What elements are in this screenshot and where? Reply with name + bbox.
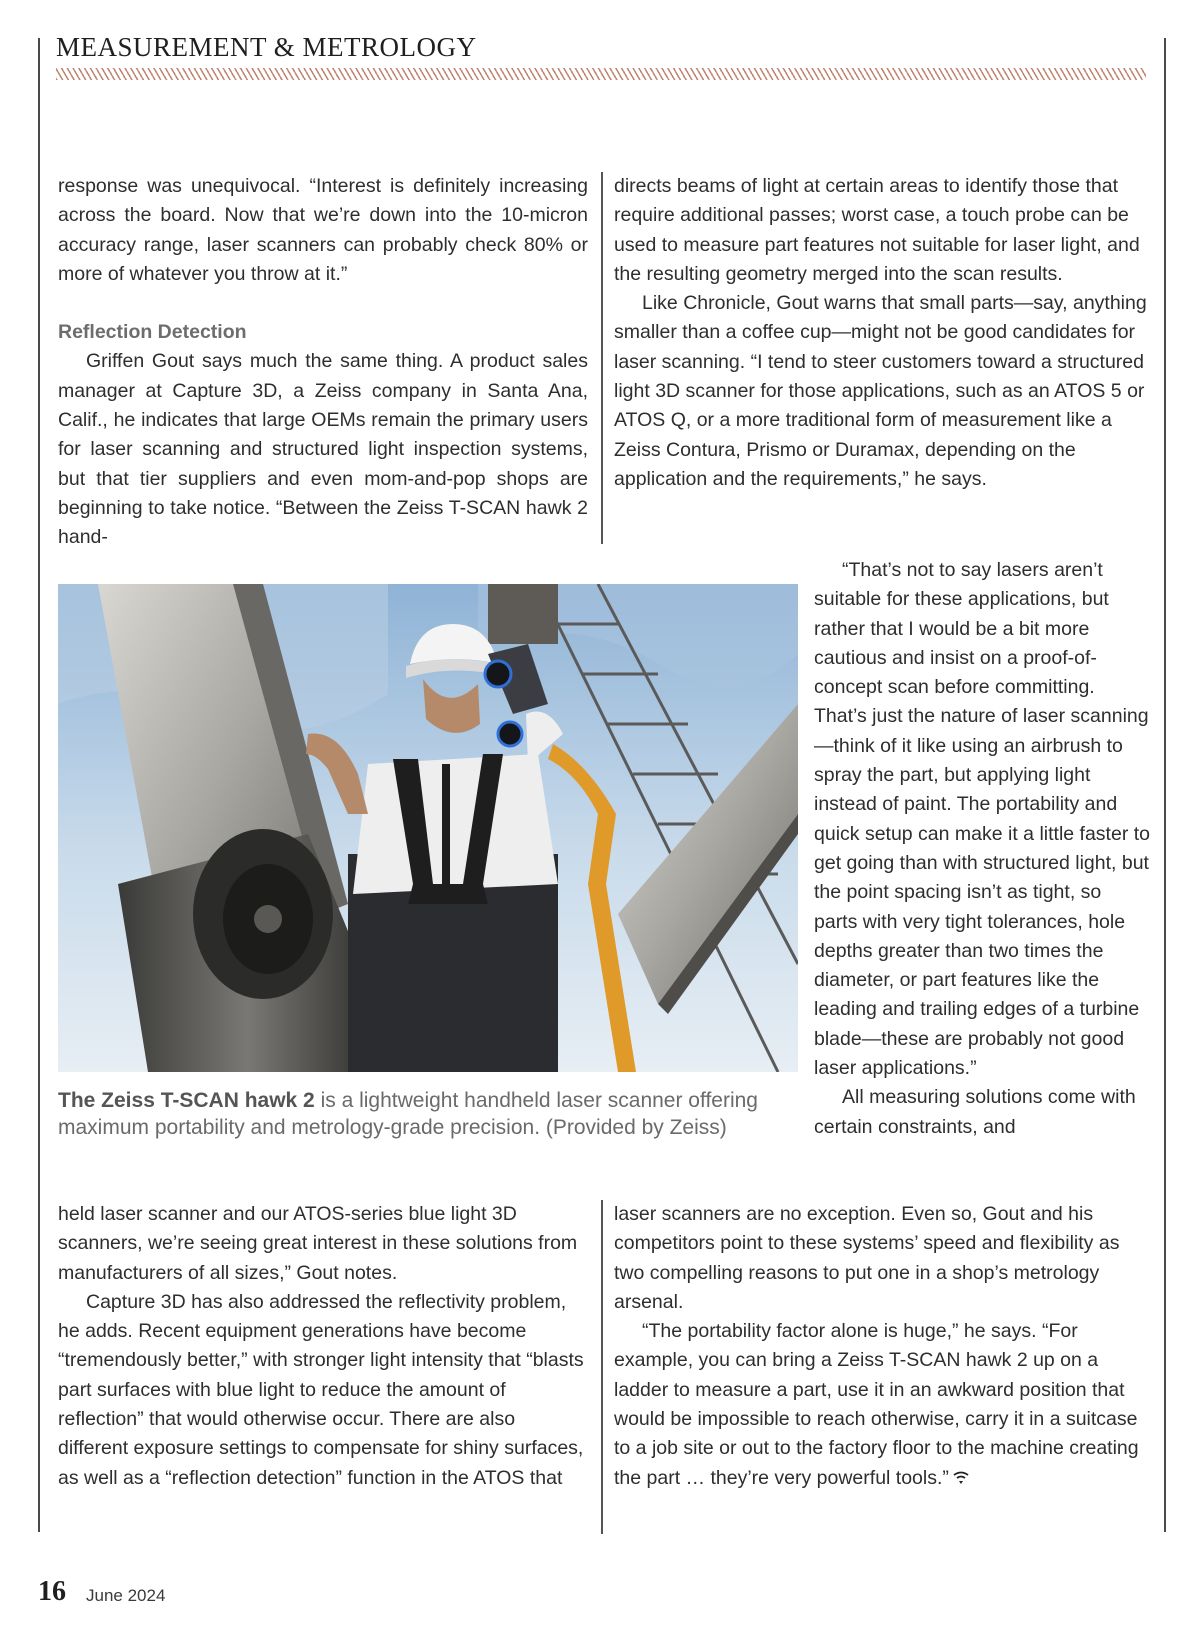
photo-caption xyxy=(58,1088,788,1141)
issue-date: June 2024 xyxy=(86,1586,166,1605)
article-column-top-right xyxy=(614,172,1148,494)
article-paragraph: Griffen Gout says much the same thing. A product sales manager at Capture 3D, a Zeiss company in Santa Ana, Calif., he indicates that large OEMs remain the primary users for laser scanning and structured light inspection systems, but that tier suppliers and even mom-and-pop shops are beginning to take notice. “Between the Zeiss T-SCAN hawk 2 hand- xyxy=(58,350,588,549)
signal-end-mark-icon xyxy=(953,1471,969,1485)
product-photo-t-scan-hawk-2 xyxy=(58,584,798,1072)
article-paragraph: response was unequivocal. “Interest is definitely increasing across the board. Now that we’re down into the 10-micron accuracy range, laser scanners can probably check 80% or more of whatever you throw at it.” xyxy=(58,175,588,285)
section-title: MEASUREMENT & METROLOGY xyxy=(56,32,477,62)
page-left-rule xyxy=(38,38,40,1532)
article-paragraph: Capture 3D has also addressed the reflectivity problem, he adds. Recent equipment generations have become “tremendously better,” with stronger light intensity that “blasts part surfaces with blue light to reduce the amount of reflection” that would otherwise occur. There are also different exposure settings to compensate for shiny surfaces, as well as a “reflection detection” function in the ATOS that xyxy=(58,1290,584,1489)
article-paragraph: directs beams of light at certain areas to identify those that require additional passes; worst case, a touch probe can be used to measure part features not suitable for laser light, and the resulting geometry merged into the scan results. xyxy=(614,175,1140,285)
column-divider-top xyxy=(601,172,603,544)
article-column-beside-photo xyxy=(814,556,1150,1142)
article-paragraph: All measuring solutions come with certain constraints, and xyxy=(814,1086,1136,1138)
subheading-reflection-detection: Reflection Detection xyxy=(58,321,247,344)
article-column-top-left xyxy=(58,172,588,553)
caption-text: is a lightweight handheld laser scanner offering maximum portability and metrology-grade precision. (Provided by Zeiss) xyxy=(58,1089,758,1139)
worker-scanning-turbine-illustration xyxy=(58,584,798,1072)
page-number: 16 xyxy=(38,1576,66,1607)
page-right-rule xyxy=(1164,38,1166,1532)
article-paragraph: held laser scanner and our ATOS-series blue light 3D scanners, we’re seeing great interest in these solutions from manufacturers of all sizes,” Gout notes. xyxy=(58,1203,578,1284)
column-divider-bottom xyxy=(601,1200,603,1534)
article-column-bottom-left xyxy=(58,1200,588,1493)
decorative-hatch-rule xyxy=(56,68,1146,80)
article-paragraph: Like Chronicle, Gout warns that small parts—say, anything smaller than a coffee cup—might not be good candidates for laser scanning. “I tend to steer customers toward a structured light 3D scanner for those applications, such as an ATOS 5 or ATOS Q, or a more traditional form of measurement like a Zeiss Contura, Prismo or Duramax, depending on the application and the requirements,” he says. xyxy=(614,292,1147,490)
article-column-bottom-right xyxy=(614,1200,1148,1493)
article-paragraph xyxy=(614,1317,1148,1493)
closing-paragraph-text: “The portability factor alone is huge,” he says. “For example, you can bring a Zeiss T-SCAN hawk 2 up on a ladder to measure a part, use it in an awkward position that would be impossible to reach otherwise, carry it in a suitcase to a job site or out to the factory floor to the machine creating the part … they’re very powerful tools.” xyxy=(614,1320,1139,1489)
article-paragraph: laser scanners are no exception. Even so, Gout and his competitors point to these systems’ speed and flexibility as two compelling reasons to put one in a shop’s metrology arsenal. xyxy=(614,1203,1120,1313)
caption-bold-lead: The Zeiss T-SCAN hawk 2 xyxy=(58,1089,315,1112)
article-paragraph: “That’s not to say lasers aren’t suitable for these applications, but rather that I would be a bit more cautious and insist on a proof-of-concept scan before committing. That’s just the nature of laser scanning—think of it like using an airbrush to spray the part, but applying light instead of paint. The portability and quick setup can make it a little faster to get going than with structured light, but the point spacing isn’t as tight, so parts with very tight tolerances, hole depths greater than two times the diameter, or part features like the leading and trailing edges of a turbine blade—these are probably not good laser applications.” xyxy=(814,559,1150,1080)
